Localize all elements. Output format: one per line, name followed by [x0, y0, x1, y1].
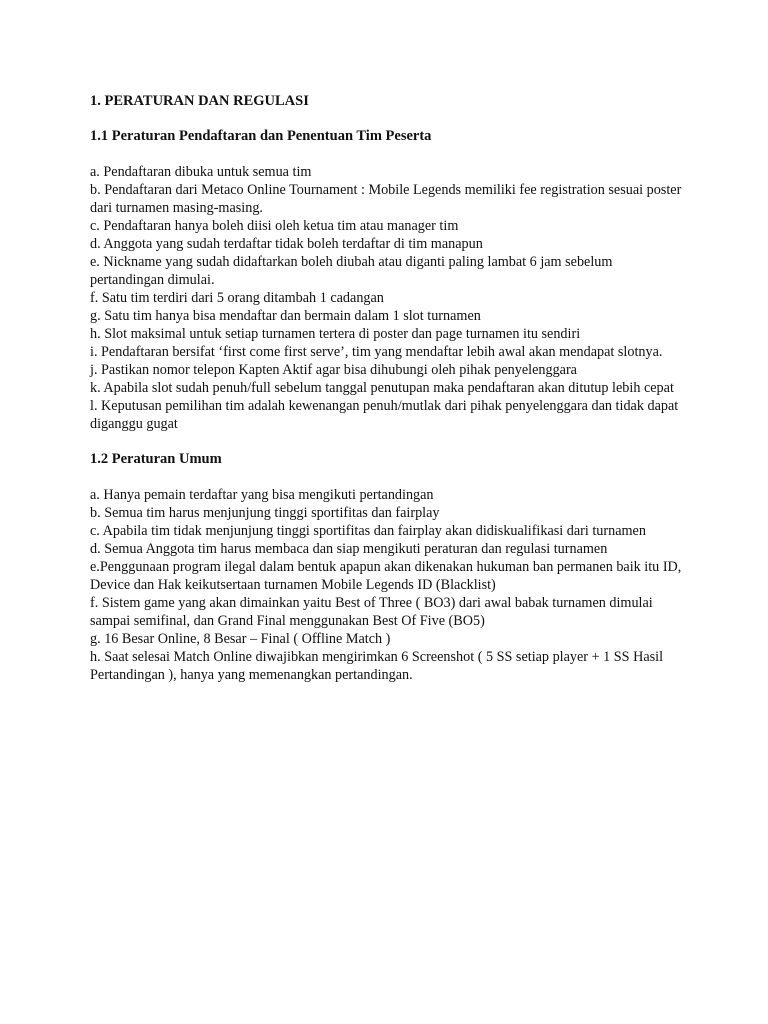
rule-item: j. Pastikan nomor telepon Kapten Aktif agar bisa dihubungi oleh pihak penyelenggara: [90, 362, 577, 378]
rule-item: i. Pendaftaran bersifat ‘first come first serve’, tim yang mendaftar lebih awal akan mendapat slotnya.: [90, 344, 663, 360]
rule-item: g. Satu tim hanya bisa mendaftar dan bermain dalam 1 slot turnamen: [90, 308, 481, 324]
document-page: [90, 92, 690, 684]
rule-item: d. Semua Anggota tim harus membaca dan siap mengikuti peraturan dan regulasi turnamen: [90, 541, 608, 557]
section-general-rules: [90, 450, 690, 684]
rule-list: [90, 486, 690, 684]
rule-item: f. Sistem game yang akan dimainkan yaitu Best of Three ( BO3) dari awal babak turnamen dimulai sampai semifinal, dan Grand Final menggunakan Best Of Five (BO5): [90, 595, 653, 629]
section-registration: [90, 127, 690, 433]
rule-item: e. Nickname yang sudah didaftarkan boleh diubah atau diganti paling lambat 6 jam sebelum pertandingan dimulai.: [90, 254, 613, 288]
rule-item: k. Apabila slot sudah penuh/full sebelum tanggal penutupan maka pendaftaran akan ditutup lebih cepat: [90, 380, 674, 396]
rule-item: d. Anggota yang sudah terdaftar tidak boleh terdaftar di tim manapun: [90, 236, 483, 252]
document-title: 1. PERATURAN DAN REGULASI: [90, 93, 309, 109]
rule-item: a. Hanya pemain terdaftar yang bisa mengikuti pertandingan: [90, 487, 434, 503]
rule-list: [90, 163, 690, 433]
rule-item: b. Pendaftaran dari Metaco Online Tournament : Mobile Legends memiliki fee registration sesuai poster dari turnamen masing-masing.: [90, 182, 682, 216]
rule-item: c. Pendaftaran hanya boleh diisi oleh ketua tim atau manager tim: [90, 218, 459, 234]
rule-item: f. Satu tim terdiri dari 5 orang ditambah 1 cadangan: [90, 290, 384, 306]
rule-item: h. Saat selesai Match Online diwajibkan mengirimkan 6 Screenshot ( 5 SS setiap player + 1 SS Hasil Pertandingan ), hanya yang memenangkan pertandingan.: [90, 649, 664, 683]
section-heading: 1.1 Peraturan Pendaftaran dan Penentuan Tim Peserta: [90, 128, 432, 144]
rule-item: g. 16 Besar Online, 8 Besar – Final ( Offline Match ): [90, 631, 391, 647]
rule-item: h. Slot maksimal untuk setiap turnamen tertera di poster dan page turnamen itu sendiri: [90, 326, 581, 342]
rule-item: l. Keputusan pemilihan tim adalah kewenangan penuh/mutlak dari pihak penyelenggara dan tidak dapat diganggu gugat: [90, 398, 679, 432]
rule-item: a. Pendaftaran dibuka untuk semua tim: [90, 164, 312, 180]
rule-item: b. Semua tim harus menjunjung tinggi sportifitas dan fairplay: [90, 505, 440, 521]
rule-item: c. Apabila tim tidak menjunjung tinggi sportifitas dan fairplay akan didiskualifikasi dari turnamen: [90, 523, 646, 539]
section-heading: 1.2 Peraturan Umum: [90, 451, 222, 467]
rule-item: e.Penggunaan program ilegal dalam bentuk apapun akan dikenakan hukuman ban permanen baik itu ID, Device dan Hak keikutsertaan turnamen Mobile Legends ID (Blacklist): [90, 559, 682, 593]
